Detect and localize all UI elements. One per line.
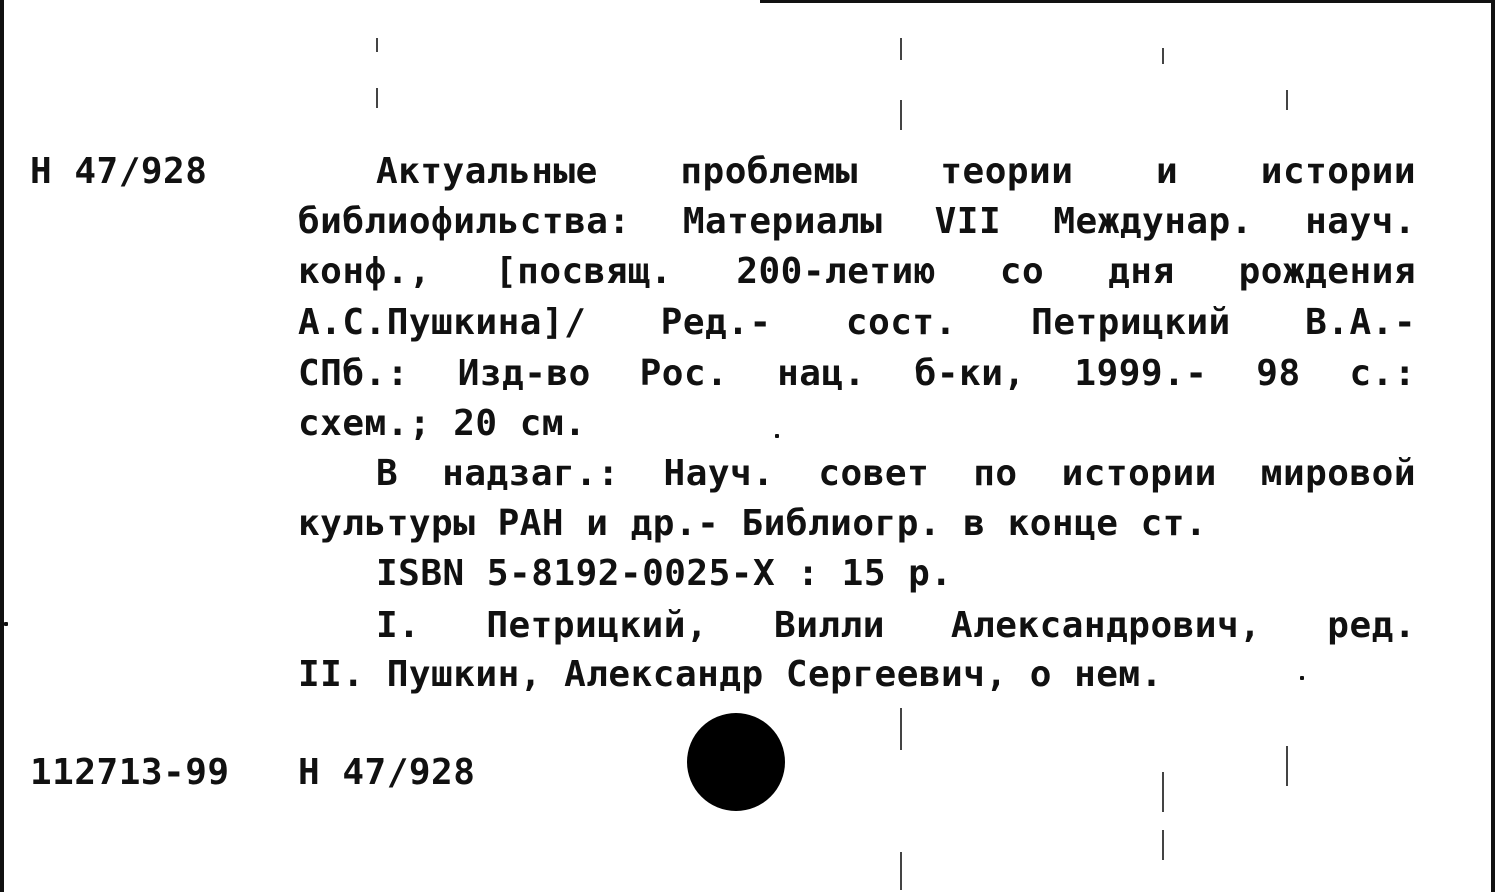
scan-tick: [1286, 746, 1288, 786]
scan-tick: [1162, 48, 1164, 64]
description-line-1: Актуальные проблемы теории и истории: [376, 151, 1416, 192]
scan-dot: [4, 622, 8, 626]
card-top-border: [760, 0, 1495, 3]
punch-hole: [687, 713, 785, 811]
description-line-5: СПб.: Изд-во Рос. нац. б-ки, 1999.- 98 с.:: [298, 353, 1416, 394]
scan-tick: [376, 88, 378, 108]
card-left-border: [0, 0, 4, 892]
note-line-1: В надзаг.: Науч. совет по истории мировой: [376, 453, 1416, 494]
scan-dot: [1300, 676, 1304, 680]
card-right-border: [1491, 0, 1495, 892]
scan-tick: [1162, 830, 1164, 860]
tracing-line-2: II. Пушкин, Александр Сергеевич, о нем.: [298, 654, 1163, 695]
accession-number: 112713-99: [30, 752, 230, 793]
scan-tick: [900, 708, 902, 750]
shelfmark-bottom: Н 47/928: [298, 752, 476, 793]
description-line-4: А.С.Пушкина]/ Ред.- сост. Петрицкий В.А.-: [298, 302, 1416, 343]
scan-tick: [900, 852, 902, 890]
scan-tick: [1286, 90, 1288, 110]
note-line-2: культуры РАН и др.- Библиогр. в конце ст.: [298, 503, 1208, 544]
tracing-line-1: I. Петрицкий, Вилли Александрович, ред.: [376, 605, 1416, 646]
description-line-6: схем.; 20 см.: [298, 403, 587, 444]
isbn-line: ISBN 5-8192-0025-X : 15 р.: [376, 553, 953, 594]
description-line-2: библиофильства: Материалы VII Междунар. науч.: [298, 201, 1416, 242]
scan-tick: [376, 38, 378, 52]
scan-tick: [1162, 772, 1164, 812]
scan-tick: [900, 38, 902, 60]
scan-tick: [900, 100, 902, 130]
shelfmark: Н 47/928: [30, 151, 208, 192]
description-line-3: конф., [посвящ. 200-летию со дня рождения: [298, 251, 1416, 292]
scan-dot: [775, 434, 779, 438]
